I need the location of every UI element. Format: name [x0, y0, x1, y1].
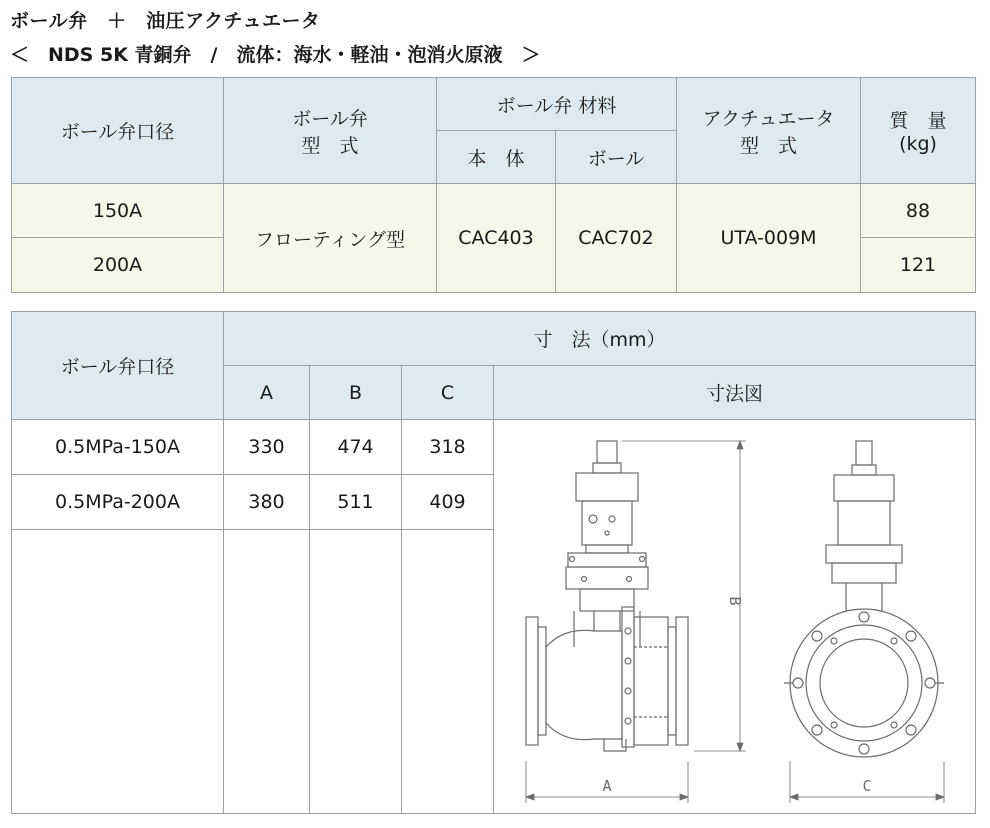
spec-table	[11, 77, 976, 293]
page-subtitle: ＜ NDS 5K 青銅弁 / 流体：海水・軽油・泡消火原液 ＞	[10, 44, 541, 66]
cell-actuator: UTA-009M	[677, 184, 861, 293]
cell-empty	[12, 530, 224, 814]
side-view-drawing	[526, 441, 688, 751]
dimension-table	[11, 311, 976, 814]
front-view-bolts	[793, 612, 935, 754]
header-mass	[861, 78, 976, 184]
cell-dim-b: 511	[310, 475, 402, 530]
cell-ball-material: CAC702	[556, 184, 677, 293]
dimension-lines	[526, 441, 944, 803]
valve-drawing-svg	[494, 421, 976, 813]
cell-dim-a: 330	[224, 420, 310, 475]
page-title: ボール弁 ＋ 油圧アクチュエータ	[10, 10, 321, 32]
front-view-drawing	[784, 441, 944, 757]
cell-empty	[224, 530, 310, 814]
cell-mass: 121	[861, 238, 976, 293]
table-row	[12, 420, 976, 475]
table-row	[12, 184, 976, 238]
header-dim-b: B	[310, 366, 402, 420]
header-mass-line2: (kg)	[899, 133, 937, 155]
header-actuator-line1: アクチュエータ	[702, 107, 835, 130]
cell-dim-c: 409	[402, 475, 494, 530]
cell-bore: 0.5MPa-150A	[12, 420, 224, 475]
header-valve-type	[224, 78, 437, 184]
drawing-label-c: C	[862, 776, 872, 795]
header-valve-type-line2: 型 式	[301, 134, 359, 157]
header-body: 本 体	[437, 131, 556, 184]
header-ball: ボール	[556, 131, 677, 184]
header-material: ボール弁 材料	[437, 78, 677, 131]
cell-valve-type: フローティング型	[224, 184, 437, 293]
header-bore: ボール弁口径	[12, 78, 224, 184]
header-actuator-line2: 型 式	[740, 134, 798, 157]
cell-dim-a: 380	[224, 475, 310, 530]
drawing-label-a: A	[602, 776, 612, 795]
header-dimensions: 寸 法（mm）	[224, 312, 976, 366]
cell-bore: 200A	[12, 238, 224, 293]
cell-dim-b: 474	[310, 420, 402, 475]
header-bore: ボール弁口径	[12, 312, 224, 420]
cell-dim-c: 318	[402, 420, 494, 475]
cell-bore: 150A	[12, 184, 224, 238]
header-valve-type-line1: ボール弁	[292, 107, 368, 130]
header-mass-line1: 質 量	[889, 110, 947, 132]
drawing-label-b: B	[726, 595, 744, 606]
cell-empty	[402, 530, 494, 814]
header-drawing: 寸法図	[494, 366, 976, 420]
header-actuator	[677, 78, 861, 184]
cell-mass: 88	[861, 184, 976, 238]
cell-empty	[310, 530, 402, 814]
header-dim-a: A	[224, 366, 310, 420]
header-dim-c: C	[402, 366, 494, 420]
dimension-drawing	[494, 420, 976, 814]
cell-bore: 0.5MPa-200A	[12, 475, 224, 530]
cell-body-material: CAC403	[437, 184, 556, 293]
